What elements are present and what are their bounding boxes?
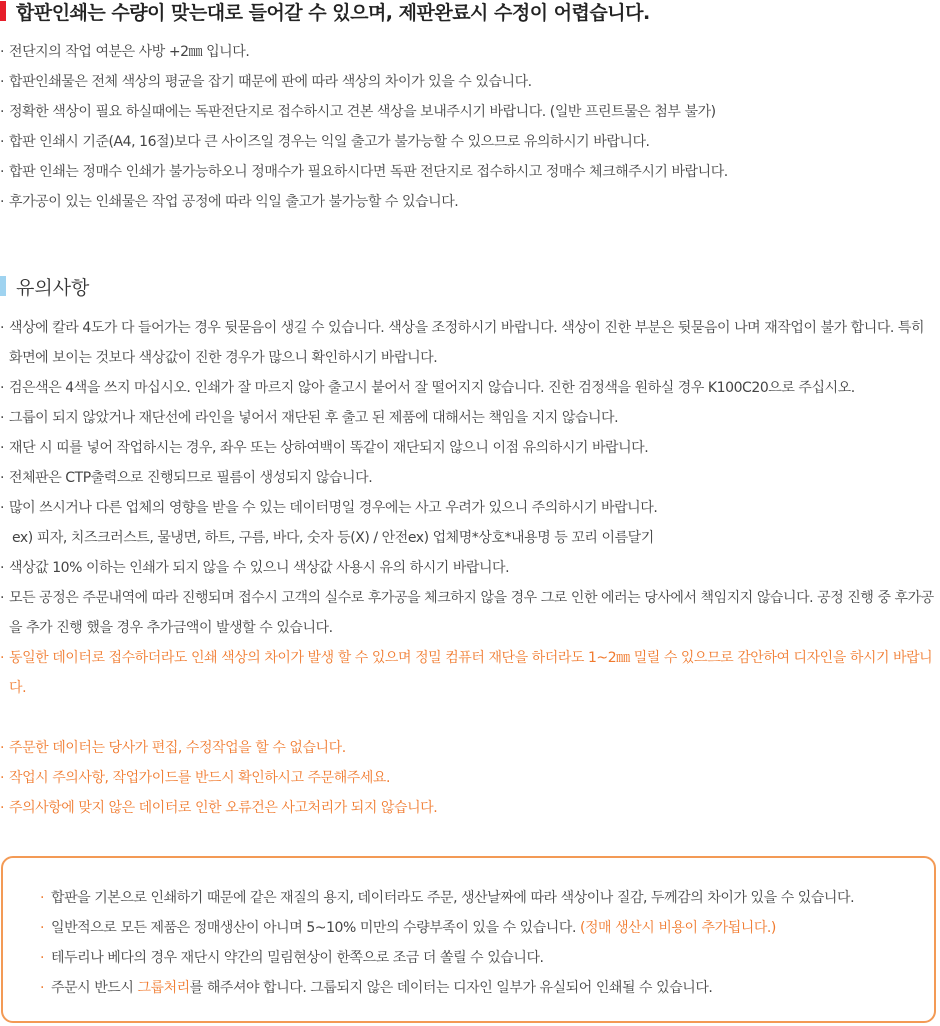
bullet-icon: ·	[0, 320, 5, 336]
bullet-icon: ·	[0, 134, 5, 150]
highlight-text: (정매 생산시 비용이 추가됩니다.)	[579, 920, 776, 936]
section-title-precautions	[0, 274, 89, 298]
title-accent-bar	[0, 276, 6, 296]
list-item-text: 색상값 10% 이하는 인쇄가 되지 않을 수 있으니 색상값 사용시 유의 하시기 바랍니다.	[9, 560, 510, 576]
list-item-text: 테두리나 베다의 경우 재단시 약간의 밀림현상이 한쪽으로 조금 더 쏠릴 수 있습니다.	[51, 950, 544, 966]
list-item	[0, 97, 936, 127]
bullet-icon: ·	[0, 650, 5, 666]
bullet-icon: ·	[0, 560, 5, 576]
list-item	[40, 943, 920, 973]
bullet-icon: ·	[0, 470, 5, 486]
list-item-text: 를 해주셔야 합니다. 그룹되지 않은 데이터는 디자인 일부가 유실되어 인쇄될 수 있습니다.	[189, 980, 713, 996]
list-item	[0, 433, 936, 463]
bullet-icon: ·	[0, 74, 5, 90]
bullet-icon: ·	[0, 770, 5, 786]
bullet-icon: ·	[0, 800, 5, 816]
example-line-text: ex) 피자, 치즈크러스트, 물냉면, 하트, 구름, 바다, 숫자 등(X) / 안전ex) 업체명*상호*내용명 등 꼬리 이름달기	[12, 530, 654, 546]
list-item	[0, 403, 936, 433]
bullet-icon: ·	[0, 380, 5, 396]
bullet-icon: ·	[0, 164, 5, 180]
list-item	[40, 883, 920, 913]
highlight-text: 그룹처리	[137, 980, 190, 996]
list-item-text: 색상에 칼라 4도가 다 들어가는 경우 뒷묻음이 생길 수 있습니다. 색상을 조정하시기 바랍니다. 색상이 진한 부분은 뒷묻음이 나며 재작업이 불가 합니다. 특히 화면에 보이는 것보다 색상값이 진한 경우가 많으니 확인하시기 바랍니다.	[9, 320, 925, 366]
list-item-text: 일반적으로 모든 제품은 정매생산이 아니며 5~10% 미만의 수량부족이 있을 수 있습니다.	[51, 920, 580, 936]
list-item-text: 합판 인쇄시 기준(A4, 16절)보다 큰 사이즈일 경우는 익일 출고가 불가능할 수 있으므로 유의하시기 바랍니다.	[9, 134, 650, 150]
list-item	[0, 313, 936, 373]
bullet-icon: ·	[0, 44, 5, 60]
bullet-icon: ·	[0, 104, 5, 120]
list-item	[0, 37, 936, 67]
list-item-highlight	[0, 793, 936, 823]
list-item-highlight	[0, 733, 936, 763]
list-item	[0, 463, 936, 493]
list-item-text: 검은색은 4색을 쓰지 마십시오. 인쇄가 잘 마르지 않아 출고시 붙어서 잘 떨어지지 않습니다. 진한 검정색을 원하실 경우 K100C20으로 주십시오.	[9, 380, 855, 396]
bullet-icon: ·	[40, 890, 45, 906]
list-item	[0, 127, 936, 157]
list-item-text: 합판인쇄물은 전체 색상의 평균을 잡기 때문에 판에 따라 색상의 차이가 있을 수 있습니다.	[9, 74, 532, 90]
list-item	[0, 157, 936, 187]
list-item	[0, 553, 936, 583]
bullet-icon: ·	[40, 950, 45, 966]
list-item-text: 주의사항에 맞지 않은 데이터로 인한 오류건은 사고처리가 되지 않습니다.	[9, 800, 438, 816]
bullet-icon: ·	[0, 410, 5, 426]
list-item	[0, 583, 936, 643]
bullet-icon: ·	[0, 590, 5, 606]
bullet-icon: ·	[40, 920, 45, 936]
list-item	[40, 913, 920, 943]
list-item-text: 전단지의 작업 여분은 사방 +2㎜ 입니다.	[9, 44, 250, 60]
list-item-text: 합판을 기본으로 인쇄하기 때문에 같은 재질의 용지, 데이터라도 주문, 생산날짜에 따라 색상이나 질감, 두께감의 차이가 있을 수 있습니다.	[51, 890, 855, 906]
bullet-icon: ·	[0, 440, 5, 456]
title-accent-bar	[0, 1, 6, 21]
bullet-icon: ·	[0, 194, 5, 210]
list-item-text: 그룹이 되지 않았거나 재단선에 라인을 넣어서 재단된 후 출고 된 제품에 대해서는 책임을 지지 않습니다.	[9, 410, 619, 426]
list-item-text: 재단 시 띠를 넣어 작업하시는 경우, 좌우 또는 상하여백이 똑같이 재단되지 않으니 이점 유의하시기 바랍니다.	[9, 440, 649, 456]
list-item	[0, 493, 936, 523]
list-item-text: 모든 공정은 주문내역에 따라 진행되며 접수시 고객의 실수로 후가공을 체크하지 않을 경우 그로 인한 에러는 당사에서 책임지지 않습니다. 공정 진행 중 후가공을 추가 진행 했을 경우 추가금액이 발생할 수 있습니다.	[9, 590, 934, 636]
list-item-text: 정확한 색상이 필요 하실때에는 독판전단지로 접수하시고 견본 색상을 보내주시기 바랍니다. (일반 프린트물은 첨부 불가)	[9, 104, 716, 120]
section-title-text: 합판인쇄는 수량이 맞는대로 들어갈 수 있으며, 제판완료시 수정이 어렵습니다.	[16, 1, 650, 24]
list-item-text: 후가공이 있는 인쇄물은 작업 공정에 따라 익일 출고가 불가능할 수 있습니다.	[9, 194, 459, 210]
list-item	[40, 973, 920, 1003]
notice-list	[40, 883, 920, 1003]
list-item-text: 많이 쓰시거나 다른 업체의 영향을 받을 수 있는 데이터명일 경우에는 사고 우려가 있으니 주의하시기 바랍니다.	[9, 500, 658, 516]
order-warnings-list	[0, 733, 936, 823]
list-item	[0, 373, 936, 403]
list-item-text: 주문시 반드시	[51, 980, 138, 996]
notice-box	[1, 856, 936, 1023]
imposition-notes-list	[0, 37, 936, 217]
list-item	[0, 67, 936, 97]
example-line	[0, 523, 936, 553]
bullet-icon: ·	[0, 500, 5, 516]
list-item-highlight	[0, 643, 936, 703]
list-item	[0, 187, 936, 217]
list-item-highlight	[0, 763, 936, 793]
bullet-icon: ·	[0, 740, 5, 756]
list-item-text: 합판 인쇄는 정매수 인쇄가 불가능하오니 정매수가 필요하시다면 독판 전단지로 접수하시고 정매수 체크해주시기 바랍니다.	[9, 164, 728, 180]
list-item-text: 작업시 주의사항, 작업가이드를 반드시 확인하시고 주문해주세요.	[9, 770, 390, 786]
precautions-list	[0, 313, 936, 703]
list-item-text: 동일한 데이터로 접수하더라도 인쇄 색상의 차이가 발생 할 수 있으며 정밀 컴퓨터 재단을 하더라도 1~2㎜ 밀릴 수 있으므로 감안하여 디자인을 하시기 바랍니다.	[9, 650, 933, 696]
section-title-imposition	[0, 0, 650, 22]
list-item-text: 전체판은 CTP출력으로 진행되므로 필름이 생성되지 않습니다.	[9, 470, 373, 486]
section-title-text: 유의사항	[16, 276, 90, 299]
bullet-icon: ·	[40, 980, 45, 996]
list-item-text: 주문한 데이터는 당사가 편집, 수정작업을 할 수 없습니다.	[9, 740, 346, 756]
